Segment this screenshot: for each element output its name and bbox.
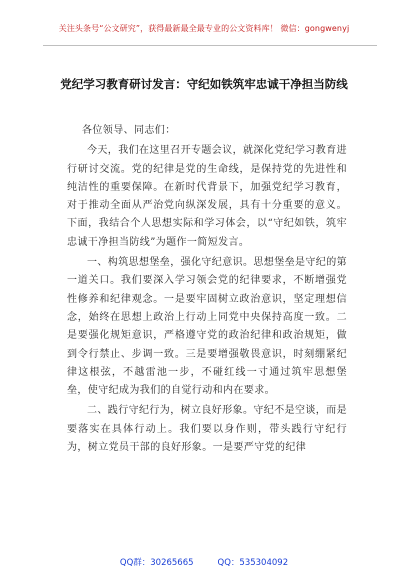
paragraph-section-two: 二、践行守纪行为，树立良好形象。守纪不是空谈，而是要落实在具体行动上。我们要以身作则，带头践行守纪行为，树立党员干部的良好形象。一是要严守党的纪律 bbox=[67, 405, 347, 454]
footer-qq-group: QQ群：30265665 bbox=[119, 558, 194, 568]
footer-contact bbox=[0, 556, 408, 568]
document-title: 党纪学习教育研讨发言：守纪如铁筑牢忠诚干净担当防线 bbox=[60, 77, 348, 91]
footer-qq: QQ：535304092 bbox=[217, 558, 289, 568]
header-divider bbox=[43, 45, 377, 46]
header-notice: 关注头条号“公文研究”，获得最新最全最专业的公文资料库！ 微信：gongwenyj bbox=[58, 24, 350, 33]
salutation: 各位领导、同志们： bbox=[82, 125, 176, 136]
paragraph-intro: 今天，我们在这里召开专题会议，就深化党纪学习教育进行研讨交流。党的纪律是党的生命线，是保持党的先进性和纯洁性的重要保障。在新时代背景下，加强党纪学习教育，对于推动全面从严治党向纵深发展，具有十分重要的意义。下面，我结合个人思想实际和学习体会，以“守纪如铁，筑牢忠诚干净担当防线”为题作一简短发言。 bbox=[67, 145, 347, 248]
document-body bbox=[67, 122, 347, 457]
paragraph-section-one: 一、构筑思想堡垒，强化守纪意识。思想堡垒是守纪的第一道关口。我们要深入学习领会党的纪律要求，不断增强党性修养和纪律观念。一是要牢固树立政治意识，坚定理想信念，始终在思想上政治上行动上同党中央保持高度一致。二是要强化规矩意识，严格遵守党的政治纪律和政治规矩，做到令行禁止、步调一致。三是要增强敬畏意识，时刻绷紧纪律这根弦，不越雷池一步，不碰红线一寸通过筑牢思想堡垒，使守纪成为我们的自觉行动和内在要求。 bbox=[67, 257, 347, 397]
